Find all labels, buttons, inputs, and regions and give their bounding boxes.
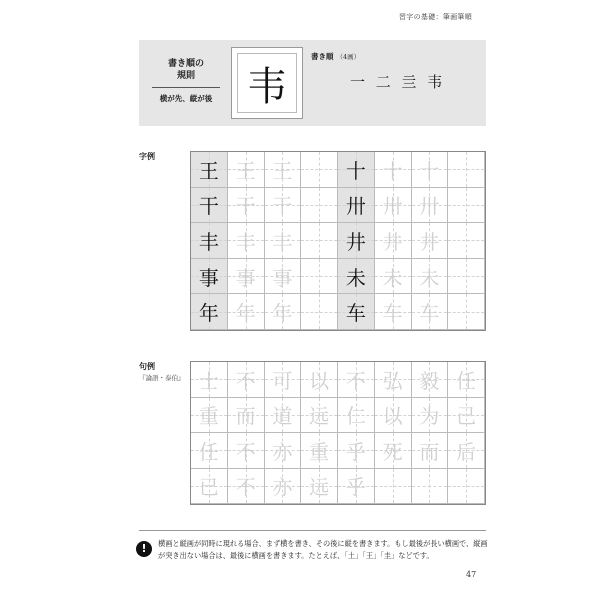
note-divider — [139, 530, 486, 531]
grid-cell — [448, 362, 485, 398]
grid-cell — [265, 398, 302, 434]
grid-cell — [448, 223, 485, 259]
model-char: 井 — [345, 229, 366, 254]
grid-guide-horizontal — [448, 205, 484, 206]
grid-cell — [228, 398, 265, 434]
grid-cell — [338, 433, 375, 469]
trace-char: 不 — [235, 439, 256, 464]
trace-char: 十 — [382, 158, 403, 183]
trace-char: 王 — [235, 158, 256, 183]
grid-cell — [412, 223, 449, 259]
grid-guide-horizontal — [301, 240, 337, 241]
trace-char: 任 — [456, 368, 477, 393]
grid-cell — [412, 152, 449, 188]
trace-char: 远 — [309, 404, 330, 429]
trace-char: 毅 — [419, 368, 440, 393]
grid-cell — [448, 433, 485, 469]
trace-char: 后 — [456, 439, 477, 464]
grid-cell — [191, 223, 228, 259]
grid-cell — [301, 259, 338, 295]
grid-cell — [191, 294, 228, 330]
grid-cell — [448, 294, 485, 330]
exclamation-icon: ! — [136, 541, 152, 557]
trace-char: 事 — [235, 265, 256, 290]
trace-char: 井 — [382, 229, 403, 254]
stroke-order-title: 書き順 — [311, 52, 334, 61]
grid-cell — [265, 223, 302, 259]
grid-cell — [301, 398, 338, 434]
trace-char: 十 — [419, 158, 440, 183]
grid-cell — [191, 152, 228, 188]
grid-cell — [412, 469, 449, 505]
grid-guide-horizontal — [448, 486, 484, 487]
grid-cell — [191, 469, 228, 505]
trace-char: 重 — [198, 404, 219, 429]
trace-char: 任 — [198, 439, 219, 464]
trace-char: 死 — [382, 439, 403, 464]
grid-cell — [412, 188, 449, 224]
trace-char: 道 — [272, 404, 293, 429]
grid-cell — [448, 398, 485, 434]
grid-cell — [301, 152, 338, 188]
trace-char: 车 — [382, 301, 403, 326]
rule-subtitle: 横が先、縦が後 — [159, 94, 213, 103]
grid-cell — [375, 294, 412, 330]
grid-cell — [338, 362, 375, 398]
grid-guide-horizontal — [301, 276, 337, 277]
model-char: 王 — [198, 158, 219, 183]
grid-cell — [191, 398, 228, 434]
grid-guide-horizontal — [412, 486, 448, 487]
grid-cell — [338, 223, 375, 259]
grid-cell — [301, 362, 338, 398]
model-char: 丰 — [198, 229, 219, 254]
trace-char: 远 — [309, 475, 330, 500]
grid-cell — [338, 398, 375, 434]
grid-cell — [448, 469, 485, 505]
example-char: 韦 — [247, 63, 287, 110]
rule-title — [152, 58, 220, 82]
grid-cell — [412, 398, 449, 434]
grid-cell — [375, 188, 412, 224]
rule-title-line2: 規則 — [176, 71, 195, 81]
grid-cell — [191, 362, 228, 398]
trace-char: 干 — [235, 194, 256, 219]
grid-guide-horizontal — [301, 205, 337, 206]
trace-char: 丰 — [272, 229, 293, 254]
trace-char: 不 — [235, 475, 256, 500]
grid-cell — [375, 398, 412, 434]
trace-char: 而 — [235, 404, 256, 429]
grid-cell — [301, 294, 338, 330]
grid-cell — [228, 294, 265, 330]
grid-cell — [228, 223, 265, 259]
trace-char: 仁 — [345, 404, 366, 429]
grid-cell — [448, 259, 485, 295]
grid-cell — [265, 294, 302, 330]
trace-char: 弘 — [382, 368, 403, 393]
grid-cell — [301, 469, 338, 505]
grid-guide-horizontal — [301, 312, 337, 313]
rule-title-line1: 書き順の — [167, 59, 204, 69]
grid-guide-horizontal — [448, 276, 484, 277]
phrase-examples-label: 句例 — [139, 361, 155, 371]
trace-char: 卅 — [382, 194, 403, 219]
model-char: 十 — [345, 158, 366, 183]
grid-cell — [338, 259, 375, 295]
trace-char: 而 — [419, 439, 440, 464]
grid-cell — [338, 152, 375, 188]
stroke-order-label — [311, 51, 360, 62]
stroke-sequence: 一 二 亖 韦 — [350, 73, 446, 91]
phrase-source: 『論語・泰伯』 — [139, 374, 185, 382]
model-char: 干 — [198, 194, 219, 219]
trace-char: 为 — [419, 404, 440, 429]
grid-cell — [412, 294, 449, 330]
grid-cell — [228, 259, 265, 295]
grid-guide-horizontal — [448, 169, 484, 170]
trace-char: 可 — [272, 368, 293, 393]
trace-char: 以 — [382, 404, 403, 429]
grid-cell — [375, 223, 412, 259]
grid-cell — [265, 433, 302, 469]
grid-cell — [412, 362, 449, 398]
rule-divider — [152, 87, 220, 88]
grid-cell — [265, 469, 302, 505]
grid-cell — [375, 469, 412, 505]
trace-char: 年 — [272, 301, 293, 326]
trace-char: 未 — [382, 265, 403, 290]
note-text: 横画と縦画が同時に現れる場合、まず横を書き、その後に縦を書きます。もし最後が長い横画で、縦画が突き出ない場合は、最後に横画を書きます。たとえば、「土」「王」「圭」などです。 — [158, 539, 488, 560]
trace-char: 事 — [272, 265, 293, 290]
running-header: 習字の基礎：筆画筆順 — [399, 13, 472, 21]
char-practice-grid — [190, 151, 486, 331]
grid-cell — [338, 469, 375, 505]
trace-char: 未 — [419, 265, 440, 290]
trace-char: 丰 — [235, 229, 256, 254]
model-char: 卅 — [345, 194, 366, 219]
trace-char: 乎 — [345, 475, 366, 500]
trace-char: 已 — [198, 475, 219, 500]
trace-char: 王 — [272, 158, 293, 183]
grid-cell — [228, 152, 265, 188]
grid-cell — [412, 433, 449, 469]
model-char: 车 — [345, 301, 366, 326]
grid-cell — [228, 188, 265, 224]
trace-char: 亦 — [272, 439, 293, 464]
grid-cell — [265, 152, 302, 188]
trace-char: 车 — [419, 301, 440, 326]
grid-cell — [228, 469, 265, 505]
grid-cell — [265, 188, 302, 224]
trace-char: 重 — [309, 439, 330, 464]
char-examples-label: 字例 — [139, 151, 155, 161]
grid-cell — [375, 152, 412, 188]
model-char: 事 — [198, 265, 219, 290]
grid-guide-horizontal — [448, 240, 484, 241]
grid-cell — [412, 259, 449, 295]
trace-char: 士 — [198, 368, 219, 393]
grid-cell — [375, 362, 412, 398]
grid-cell — [265, 259, 302, 295]
trace-char: 井 — [419, 229, 440, 254]
trace-char: 亦 — [272, 475, 293, 500]
grid-cell — [375, 259, 412, 295]
grid-cell — [338, 294, 375, 330]
trace-char: 不 — [235, 368, 256, 393]
trace-char: 干 — [272, 194, 293, 219]
grid-cell — [338, 188, 375, 224]
grid-cell — [191, 433, 228, 469]
grid-guide-horizontal — [301, 169, 337, 170]
grid-cell — [191, 188, 228, 224]
grid-cell — [448, 188, 485, 224]
grid-cell — [301, 433, 338, 469]
grid-cell — [301, 223, 338, 259]
grid-cell — [448, 152, 485, 188]
grid-cell — [375, 433, 412, 469]
grid-guide-horizontal — [448, 312, 484, 313]
trace-char: 乎 — [345, 439, 366, 464]
trace-char: 以 — [309, 368, 330, 393]
trace-char: 卅 — [419, 194, 440, 219]
grid-guide-horizontal — [375, 486, 411, 487]
example-char-box — [231, 47, 303, 119]
grid-cell — [228, 433, 265, 469]
model-char: 年 — [198, 301, 219, 326]
trace-char: 不 — [345, 368, 366, 393]
grid-cell — [228, 362, 265, 398]
phrase-practice-grid — [190, 361, 486, 505]
grid-cell — [265, 362, 302, 398]
trace-char: 己 — [456, 404, 477, 429]
trace-char: 年 — [235, 301, 256, 326]
grid-cell — [191, 259, 228, 295]
model-char: 未 — [345, 265, 366, 290]
page-number: 47 — [466, 570, 477, 579]
stroke-count: （4画） — [336, 53, 361, 61]
grid-cell — [301, 188, 338, 224]
